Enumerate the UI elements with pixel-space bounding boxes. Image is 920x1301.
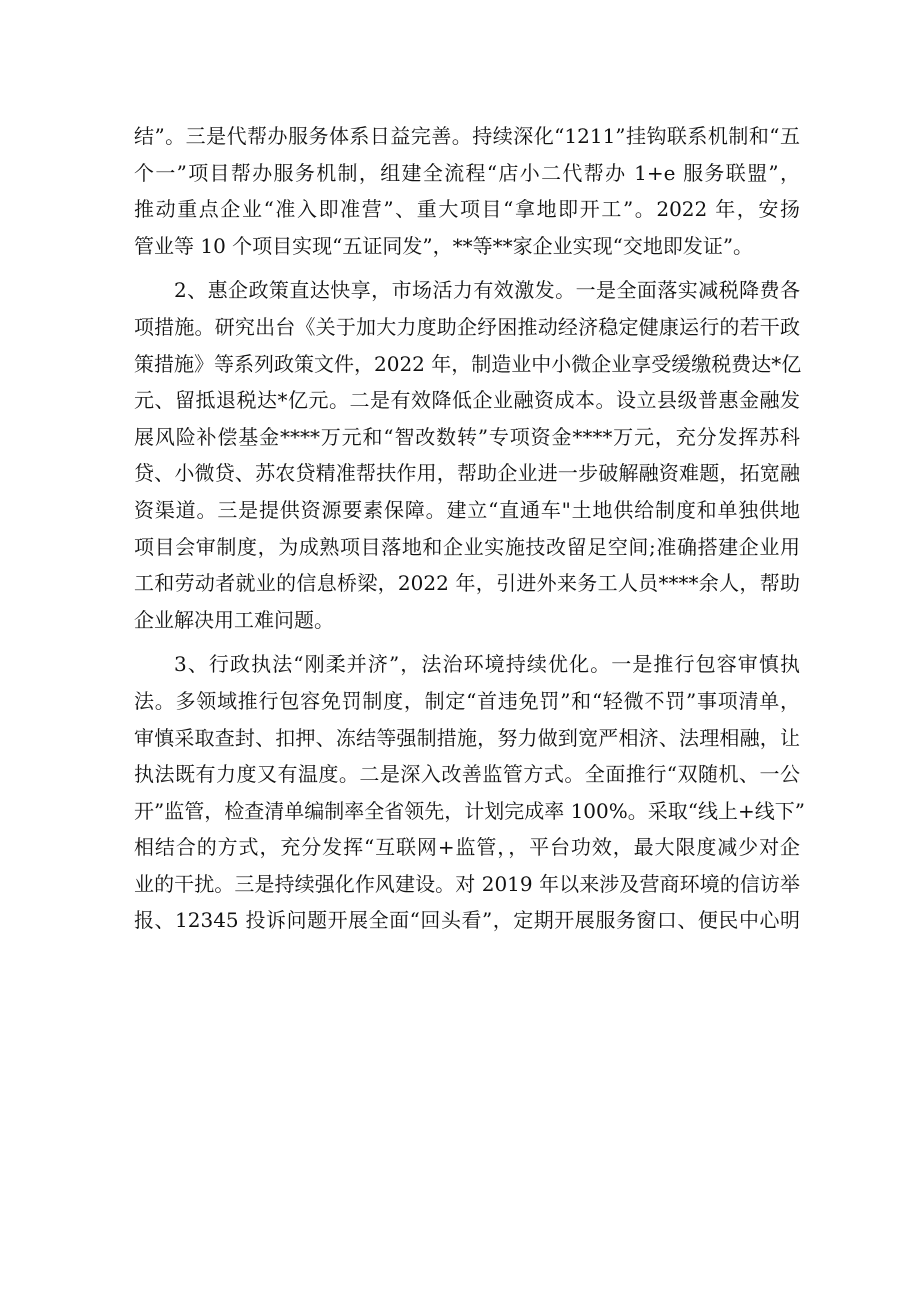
text-line: 项目会审制度，为成熟项目落地和企业实施技改留足空间;准确搭建企业用 [134, 534, 800, 559]
paragraph-1 [134, 118, 800, 264]
text-line: 相结合的方式，充分发挥“互联网+监管，，平台功效，最大限度减少对企 [134, 835, 800, 860]
paragraph-3 [134, 646, 805, 939]
text-line: 策措施》等系列政策文件，2022 年，制造业中小微企业享受缓缴税费达*亿 [134, 351, 802, 376]
text-line: 报、12345 投诉问题开展全面“回头看”，定期开展服务窗口、便民中心明 [134, 908, 800, 933]
text-line: 开”监管，检查清单编制率全省领先，计划完成率 100%。采取“线上+线下” [134, 798, 805, 823]
text-line: 法。多领域推行包容免罚制度，制定“首违免罚”和“轻微不罚”事项清单， [134, 688, 800, 713]
text-line: 企业解决用工难问题。 [134, 607, 334, 632]
document-body [134, 118, 805, 939]
text-line: 2、惠企政策直达快享，市场活力有效激发。一是全面落实减税降费各 [174, 278, 800, 303]
text-line: 业的干扰。三是持续强化作风建设。对 2019 年以来涉及营商环境的信访举 [134, 871, 800, 896]
text-line: 执法既有力度又有温度。二是深入改善监管方式。全面推行“双随机、一公 [134, 762, 800, 787]
text-line: 管业等 10 个项目实现“五证同发”，**等**家企业实现“交地即发证”。 [134, 233, 754, 258]
text-line: 结”。三是代帮办服务体系日益完善。持续深化“1211”挂钩联系机制和“五 [134, 124, 800, 148]
text-line: 展风险补偿基金****万元和“智改数转”专项资金****万元，充分发挥苏科 [134, 424, 800, 449]
text-line: 工和劳动者就业的信息桥梁，2022 年，引进外来务工人员****余人，帮助 [134, 571, 800, 596]
text-line: 3、行政执法“刚柔并济”，法治环境持续优化。一是推行包容审慎执 [174, 652, 800, 677]
text-line: 元、留抵退税达*亿元。二是有效降低企业融资成本。设立县级普惠金融发 [134, 388, 800, 413]
text-line: 项措施。研究出台《关于加大力度助企纾困推动经济稳定健康运行的若干政 [134, 314, 800, 339]
text-line: 资渠道。三是提供资源要素保障。建立“直通车"土地供给制度和单独供地 [134, 497, 800, 522]
text-line: 审慎采取查封、扣押、冻结等强制措施，努力做到宽严相济、法理相融，让 [134, 725, 800, 750]
text-line: 推动重点企业“准入即准营”、重大项目“拿地即开工”。2022 年，安扬 [134, 197, 800, 222]
text-line: 个一”项目帮办服务机制，组建全流程“店小二代帮办 1+e 服务联盟”， [134, 160, 800, 185]
text-line: 贷、小微贷、苏农贷精准帮扶作用，帮助企业进一步破解融资难题，拓宽融 [134, 461, 800, 486]
paragraph-2 [134, 272, 800, 638]
